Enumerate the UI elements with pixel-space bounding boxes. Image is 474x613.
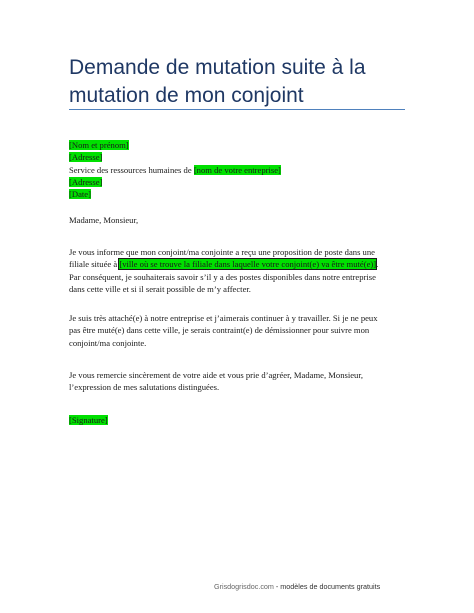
signature-block	[69, 414, 409, 426]
recipient-address-placeholder: [Adresse]	[69, 176, 103, 187]
footer-site-link[interactable]: Grisdogrisdoc.com	[214, 582, 274, 591]
paragraph-2	[69, 312, 409, 349]
paragraph-2-line-3: conjoint/ma conjointe.	[69, 337, 147, 348]
company-name-placeholder: [nom de votre entreprise]	[193, 164, 281, 175]
paragraph-1-line-2-prefix: filiale située à	[69, 259, 120, 270]
date-placeholder: [Date]	[69, 189, 91, 200]
paragraph-1-line-3: Par conséquent, je souhaiterais savoir s’il y a des postes disponibles dans notre entreprise	[69, 271, 376, 282]
footer-tagline: - modèles de documents gratuits	[273, 582, 381, 591]
sender-name-placeholder: [Nom et prénom]	[69, 140, 129, 150]
paragraph-1-line-2-suffix: .	[376, 259, 379, 270]
paragraph-3-line-2: l’expression de mes salutations distinguées.	[69, 382, 220, 393]
salutation: Madame, Monsieur,	[69, 215, 139, 225]
title-divider	[69, 109, 405, 110]
paragraph-2-line-1: Je suis très attaché(e) à notre entreprise et j’aimerais continuer à y travailler. Si je ne peux	[69, 313, 378, 323]
title-line-1: Demande de mutation suite à la	[69, 56, 366, 79]
paragraph-1	[69, 246, 409, 295]
paragraph-1-line-1: Je vous informe que mon conjoint/ma conjointe a reçu une proposition de poste dans une	[69, 247, 375, 257]
signature-placeholder: [Signature]	[69, 415, 108, 425]
sender-block	[69, 139, 409, 200]
document-title	[69, 54, 429, 110]
recipient-service: Service des ressources humaines de	[69, 164, 194, 175]
city-placeholder: [ville où se trouve la filiale dans laquelle votre conjoint(e) va être muté(e)]	[119, 259, 377, 270]
title-line-2: mutation de mon conjoint	[69, 84, 304, 107]
sender-address-placeholder: [Adresse]	[69, 152, 103, 163]
paragraph-2-line-2: pas être muté(e) dans cette ville, je serais contraint(e) de démissionner pour suivre mon	[69, 325, 370, 336]
paragraph-3-line-1: Je vous remercie sincèrement de votre aide et vous prie d’agréer, Madame, Monsieur,	[69, 370, 364, 380]
paragraph-3	[69, 369, 409, 394]
paragraph-1-line-4: dans cette ville et si il serait possible de m’y affecter.	[69, 283, 251, 294]
page-footer	[214, 582, 380, 591]
